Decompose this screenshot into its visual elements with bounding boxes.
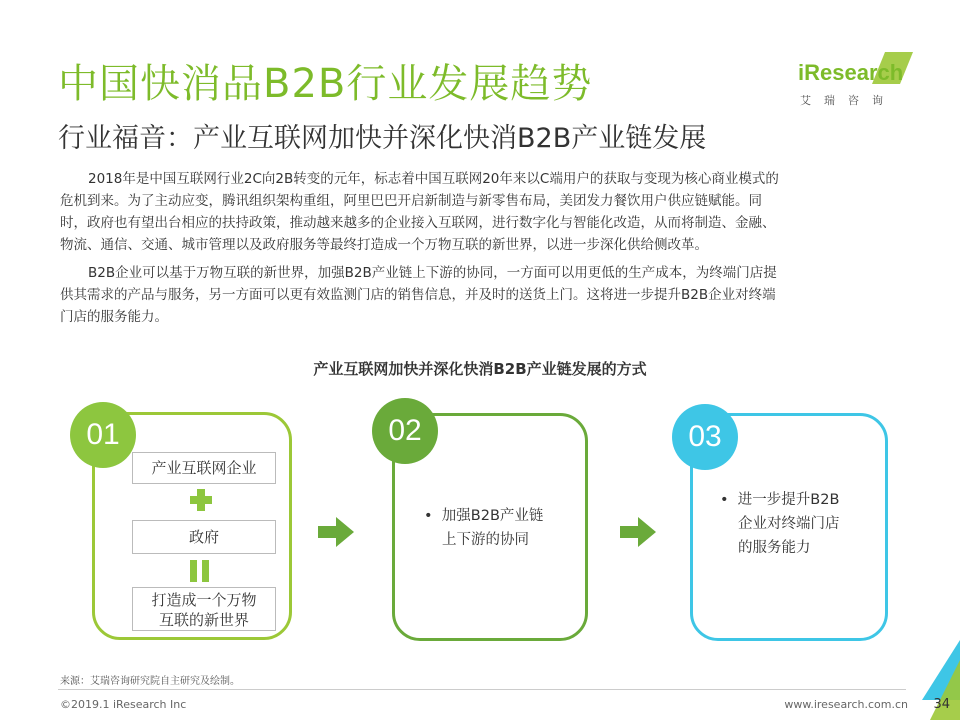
page-subtitle: 行业福音：产业互联网加快并深化快消B2B产业链发展 xyxy=(58,123,707,154)
bullet-icon: • xyxy=(720,492,729,508)
box-industry-internet: 产业互联网企业 xyxy=(132,452,276,484)
arrow-right-icon xyxy=(318,517,354,547)
box-government: 政府 xyxy=(132,520,276,554)
website-link[interactable]: www.iresearch.com.cn xyxy=(784,698,908,711)
step-badge-3: 03 xyxy=(672,404,738,470)
corner-decoration-icon xyxy=(900,640,960,720)
box-connected-world-line: 打造成一个万物 xyxy=(151,591,257,609)
source-note: 来源：艾瑞咨询研究院自主研究及绘制。 xyxy=(60,676,240,687)
paragraph-1 xyxy=(60,168,905,256)
paragraph-2-line: B2B企业可以基于万物互联的新世界，加强B2B产业链上下游的协同，一方面可以用更低的生产成本，为终端门店提 xyxy=(88,265,777,281)
step-badge-1: 01 xyxy=(70,402,136,468)
step-2-line: 上下游的协同 xyxy=(442,532,529,548)
paragraph-2 xyxy=(60,262,905,328)
paragraph-1-line: 危机到来。为了主动应变，腾讯组织架构重组，阿里巴巴开启新制造与新零售布局，美团发力餐饮用户供应链赋能。同 xyxy=(60,193,762,209)
diagram-title: 产业互联网加快并深化快消B2B产业链发展的方式 xyxy=(313,360,647,378)
logo-chinese: 艾瑞咨询 xyxy=(800,94,896,107)
step-3-line: 进一步提升B2B xyxy=(737,492,840,508)
plus-icon xyxy=(190,489,212,511)
page-number: 34 xyxy=(933,697,950,712)
paragraph-1-line: 物流、通信、交通、城市管理以及政府服务等最终打造成一个万物互联的新世界，以进一步深化供给侧改革。 xyxy=(60,237,708,253)
step-2-line: 加强B2B产业链 xyxy=(441,508,544,524)
paragraph-2-line: 供其需求的产品与服务，另一方面可以更有效监测门店的销售信息，并及时的送货上门。这将进一步提升B2B企业对终端 xyxy=(60,287,776,303)
bullet-icon: • xyxy=(424,508,433,524)
step-3-line: 企业对终端门店 xyxy=(738,516,840,532)
step-badge-2: 02 xyxy=(372,398,438,464)
paragraph-1-line: 2018年是中国互联网行业2C向2B转变的元年，标志着中国互联网20年来以C端用户的获取与变现为核心商业模式的 xyxy=(88,171,779,187)
step-3-text xyxy=(720,488,840,560)
paragraph-1-line: 时，政府也有望出台相应的扶持政策，推动越来越多的企业接入互联网，进行数字化与智能化改造，从而将制造、金融、 xyxy=(60,215,776,231)
step-3-line: 的服务能力 xyxy=(738,540,811,556)
paragraph-2-line: 门店的服务能力。 xyxy=(60,309,168,325)
logo-wordmark: iResearch xyxy=(798,60,904,85)
page-title: 中国快消品B2B行业发展趋势 xyxy=(58,61,593,107)
arrow-right-icon xyxy=(620,517,656,547)
step-2-text xyxy=(424,504,543,552)
box-connected-world xyxy=(132,587,276,631)
copyright: ©2019.1 iResearch Inc xyxy=(60,698,187,711)
footer-divider xyxy=(58,689,906,690)
equals-icon xyxy=(190,560,212,582)
box-connected-world-line: 互联的新世界 xyxy=(158,611,249,629)
iresearch-logo xyxy=(790,50,915,110)
